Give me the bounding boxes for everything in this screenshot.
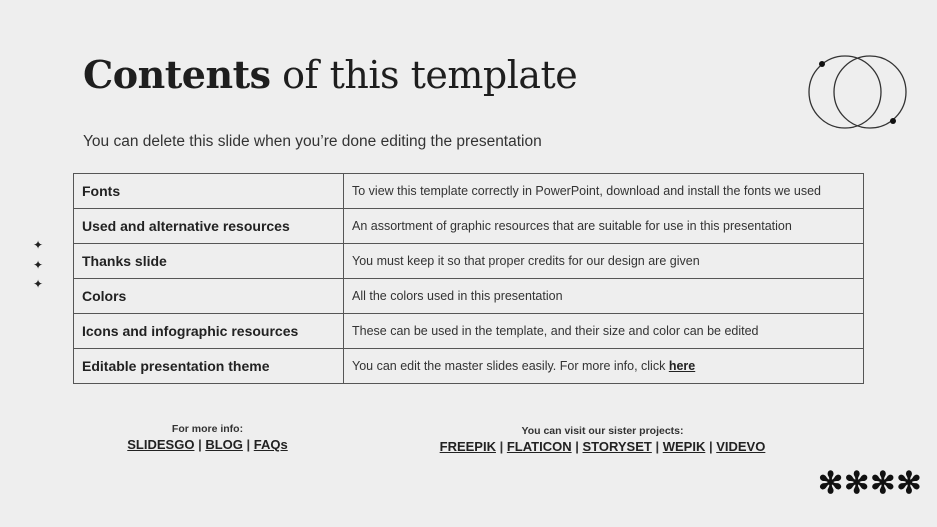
sparkles-decoration <box>33 236 43 295</box>
contents-table <box>73 173 864 384</box>
row-label: Used and alternative resources <box>74 209 344 244</box>
footer-link-freepik[interactable]: FREEPIK <box>439 439 496 454</box>
row-label: Editable presentation theme <box>74 349 344 384</box>
footer-links <box>110 437 305 452</box>
footer-heading: For more info: <box>171 423 244 435</box>
row-description <box>344 279 864 314</box>
footer-link-flaticon[interactable]: FLATICON <box>506 439 572 454</box>
table-row <box>74 174 864 209</box>
footer-link-blog[interactable]: BLOG <box>205 437 243 452</box>
footer-more-info <box>110 423 305 452</box>
row-description <box>344 209 864 244</box>
row-description <box>344 314 864 349</box>
description-text: These can be used in the template, and their size and color can be edited <box>352 323 759 338</box>
row-description <box>344 349 864 384</box>
link-separator: | <box>495 439 507 454</box>
description-text: You can edit the master slides easily. For more info, click <box>352 358 669 373</box>
sparkle-icon: ✦ <box>33 257 44 272</box>
description-text: You must keep it so that proper credits for our design are given <box>352 253 700 268</box>
link-separator: | <box>705 439 717 454</box>
footer-heading: You can visit our sister projects: <box>521 425 684 437</box>
table-row <box>74 314 864 349</box>
row-label: Thanks slide <box>74 244 344 279</box>
table-row <box>74 209 864 244</box>
link-separator: | <box>242 437 254 452</box>
table-row <box>74 349 864 384</box>
link-separator: | <box>194 437 206 452</box>
row-label: Fonts <box>74 174 344 209</box>
footer-link-videvo[interactable]: VIDEVO <box>716 439 766 454</box>
row-label: Icons and infographic resources <box>74 314 344 349</box>
footer-links <box>400 439 805 454</box>
sparkle-icon: ✦ <box>33 238 44 252</box>
row-description <box>344 174 864 209</box>
asterisks-decoration: ✻✻✻✻ <box>818 467 923 500</box>
table-row <box>74 279 864 314</box>
footer-link-wepik[interactable]: WEPIK <box>662 439 706 454</box>
link-separator: | <box>571 439 583 454</box>
table-row <box>74 244 864 279</box>
footer-link-faqs[interactable]: FAQs <box>253 437 288 452</box>
subtitle: You can delete this slide when you’re done editing the presentation <box>83 133 542 150</box>
footer-link-storyset[interactable]: STORYSET <box>582 439 652 454</box>
link-separator: | <box>651 439 663 454</box>
description-text: All the colors used in this presentation <box>352 288 563 303</box>
description-text: To view this template correctly in PowerPoint, download and install the fonts we used <box>352 183 821 198</box>
sparkle-icon: ✦ <box>33 277 44 291</box>
page-title <box>83 52 577 97</box>
row-label: Colors <box>74 279 344 314</box>
overlapping-circles-icon <box>805 52 911 132</box>
footer-link-slidesgo[interactable]: SLIDESGO <box>127 437 195 452</box>
footer-sister-projects <box>400 425 805 454</box>
title-rest: of this template <box>270 53 578 97</box>
row-description <box>344 244 864 279</box>
description-text: An assortment of graphic resources that are suitable for use in this presentation <box>352 218 792 233</box>
here-link[interactable]: here <box>668 358 696 373</box>
title-bold: Contents <box>83 52 271 97</box>
